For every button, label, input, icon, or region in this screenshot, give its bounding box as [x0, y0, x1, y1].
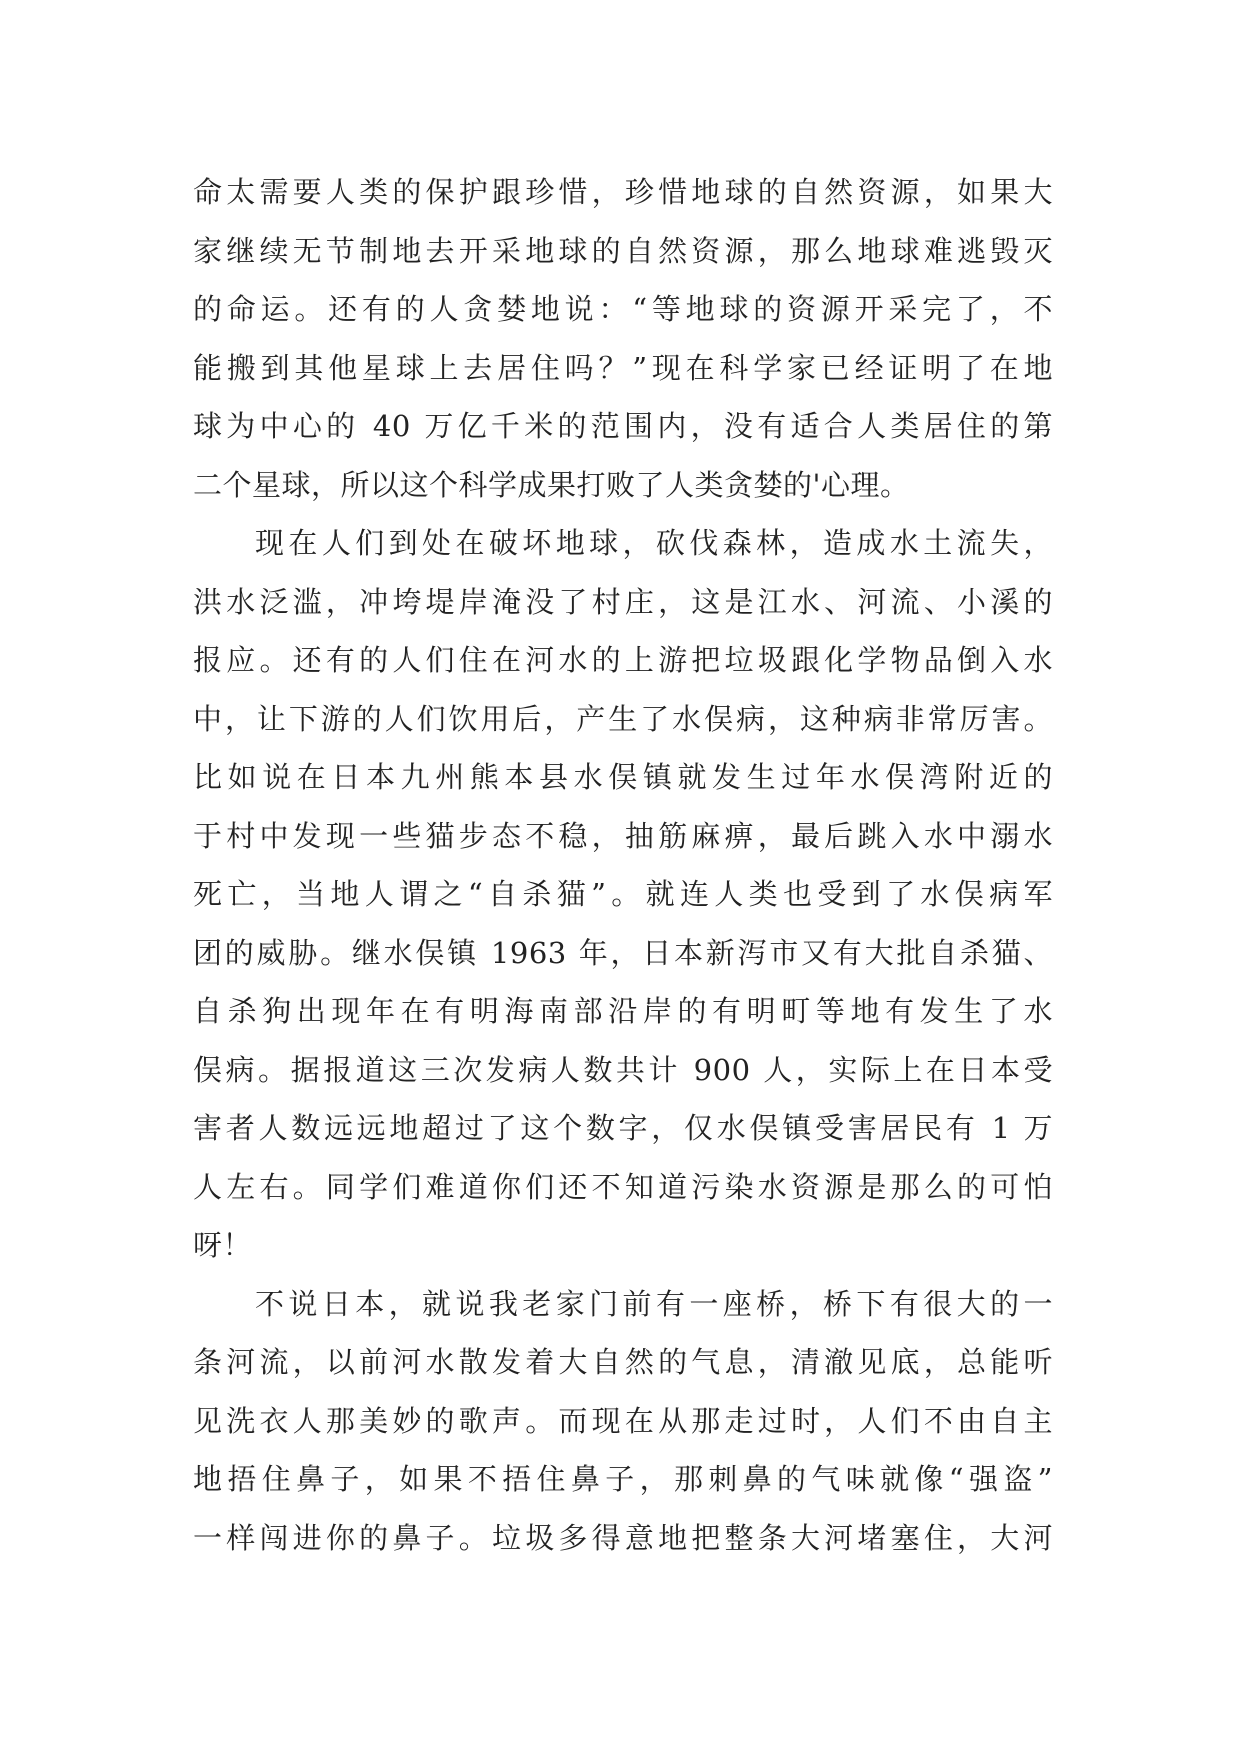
text-line: 的命运。还有的人贪婪地说：“等地球的资源开采完了，不 — [193, 292, 1053, 326]
text-line: 报应。还有的人们住在河水的上游把垃圾跟化学物品倒入水 — [193, 643, 1053, 677]
text-line: 球为中心的 40 万亿千米的范围内，没有适合人类居住的第 — [193, 409, 1053, 443]
text-line: 俣病。据报道这三次发病人数共计 900 人，实际上在日本受 — [193, 1052, 1053, 1087]
text-line: 中，让下游的人们饮用后，产生了水俣病，这种病非常厉害。 — [193, 701, 1053, 736]
text-line: 一样闯进你的鼻子。垃圾多得意地把整条大河堵塞住，大河 — [193, 1520, 1053, 1555]
text-line: 自杀狗出现年在有明海南部沿岸的有明町等地有发生了水 — [193, 994, 1053, 1028]
document-body — [193, 163, 1053, 1567]
paragraph — [193, 1275, 1053, 1568]
paragraph — [193, 163, 1053, 514]
text-line: 现在人们到处在破坏地球，砍伐森林，造成水土流失， — [255, 526, 1053, 560]
text-line: 于村中发现一些猫步态不稳，抽筋麻痹，最后跳入水中溺水 — [193, 818, 1053, 853]
text-line: 家继续无节制地去开采地球的自然资源，那么地球难逃毁灭 — [193, 233, 1053, 268]
text-line: 条河流，以前河水散发着大自然的气息，清澈见底，总能听 — [193, 1345, 1053, 1379]
text-line: 见洗衣人那美妙的歌声。而现在从那走过时，人们不由自主 — [193, 1403, 1053, 1438]
text-line: 呀！ — [193, 1228, 253, 1262]
text-line: 人左右。同学们难道你们还不知道污染水资源是那么的可怕 — [193, 1169, 1053, 1204]
paragraph — [193, 514, 1053, 1275]
text-line: 不说日本，就说我老家门前有一座桥，桥下有很大的一 — [255, 1286, 1053, 1321]
text-line: 命太需要人类的保护跟珍惜，珍惜地球的自然资源，如果大 — [193, 175, 1053, 209]
text-line: 洪水泛滥，冲垮堤岸淹没了村庄，这是江水、河流、小溪的 — [193, 584, 1053, 619]
text-line: 害者人数远远地超过了这个数字，仅水俣镇受害居民有 1 万 — [193, 1111, 1053, 1145]
text-line: 死亡，当地人谓之“自杀猫”。就连人类也受到了水俣病军 — [193, 877, 1053, 911]
text-line: 比如说在日本九州熊本县水俣镇就发生过年水俣湾附近的 — [193, 760, 1053, 794]
text-line: 团的威胁。继水俣镇 1963 年，日本新泻市又有大批自杀猫、 — [193, 935, 1053, 970]
text-line: 地捂住鼻子，如果不捂住鼻子，那刺鼻的气味就像“强盗” — [193, 1462, 1053, 1496]
text-line: 能搬到其他星球上去居住吗？”现在科学家已经证明了在地 — [193, 350, 1053, 385]
text-line: 二个星球，所以这个科学成果打败了人类贪婪的'心理。 — [193, 467, 910, 502]
